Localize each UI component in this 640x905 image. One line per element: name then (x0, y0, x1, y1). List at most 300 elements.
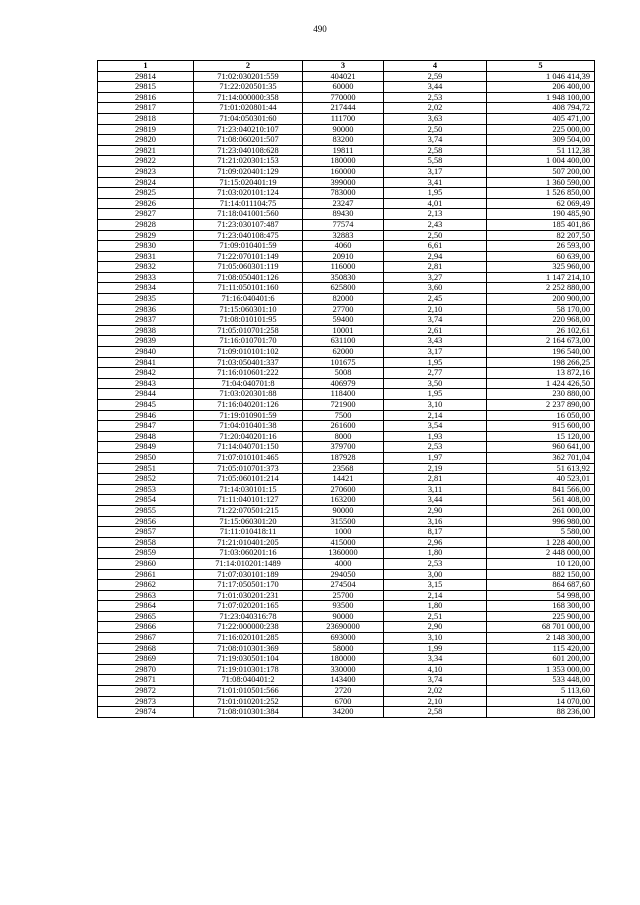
row-number-cell: 29868 (98, 643, 194, 654)
area-cell: 27700 (303, 304, 384, 315)
cadastral-number-cell: 71:11:040101:127 (194, 495, 303, 506)
area-cell: 23247 (303, 198, 384, 209)
table-row (98, 113, 595, 124)
cadastral-number-cell: 71:22:000000:238 (194, 622, 303, 633)
row-number-cell: 29822 (98, 156, 194, 167)
area-cell: 59400 (303, 315, 384, 326)
row-number-cell: 29847 (98, 421, 194, 432)
row-number-cell: 29830 (98, 241, 194, 252)
rate-cell: 3,54 (384, 421, 487, 432)
value-cell: 1 228 400,00 (487, 537, 595, 548)
table-row (98, 633, 595, 644)
cadastral-number-cell: 71:08:060201:507 (194, 135, 303, 146)
area-cell: 8000 (303, 431, 384, 442)
area-cell: 294050 (303, 569, 384, 580)
value-cell: 533 448,00 (487, 675, 595, 686)
cadastral-number-cell: 71:14:040701:150 (194, 442, 303, 453)
rate-cell: 2,61 (384, 325, 487, 336)
row-number-cell: 29857 (98, 527, 194, 538)
value-cell: 1 353 000,00 (487, 664, 595, 675)
table-row (98, 283, 595, 294)
table-row (98, 400, 595, 411)
area-cell: 415000 (303, 537, 384, 548)
value-cell: 60 639,00 (487, 251, 595, 262)
table-row (98, 82, 595, 93)
value-cell: 198 266,25 (487, 357, 595, 368)
area-cell: 19811 (303, 145, 384, 156)
value-cell: 185 401,86 (487, 219, 595, 230)
rate-cell: 3,74 (384, 135, 487, 146)
table-row (98, 230, 595, 241)
cadastral-number-cell: 71:01:010201:252 (194, 696, 303, 707)
value-cell: 362 701,04 (487, 452, 595, 463)
cadastral-number-cell: 71:22:070101:149 (194, 251, 303, 262)
area-cell: 32883 (303, 230, 384, 241)
area-cell: 34200 (303, 707, 384, 718)
area-cell: 4060 (303, 241, 384, 252)
area-cell: 261600 (303, 421, 384, 432)
table-row (98, 516, 595, 527)
cadastral-number-cell: 71:01:020801:44 (194, 103, 303, 114)
row-number-cell: 29844 (98, 389, 194, 400)
row-number-cell: 29859 (98, 548, 194, 559)
row-number-cell: 29814 (98, 71, 194, 82)
rate-cell: 2,81 (384, 262, 487, 273)
value-cell: 1 948 100,00 (487, 92, 595, 103)
cadastral-number-cell: 71:14:000000:358 (194, 92, 303, 103)
row-number-cell: 29843 (98, 378, 194, 389)
row-number-cell: 29864 (98, 601, 194, 612)
rate-cell: 3,10 (384, 633, 487, 644)
column-header-4: 4 (384, 61, 487, 72)
rate-cell: 2,50 (384, 124, 487, 135)
rate-cell: 3,44 (384, 495, 487, 506)
area-cell: 60000 (303, 82, 384, 93)
table-row (98, 622, 595, 633)
cadastral-number-cell: 71:04:010401:38 (194, 421, 303, 432)
area-cell: 58000 (303, 643, 384, 654)
area-cell: 160000 (303, 166, 384, 177)
header-row (98, 61, 595, 72)
area-cell: 23690000 (303, 622, 384, 633)
value-cell: 115 420,00 (487, 643, 595, 654)
cadastral-number-cell: 71:04:040701:8 (194, 378, 303, 389)
row-number-cell: 29874 (98, 707, 194, 718)
area-cell: 631100 (303, 336, 384, 347)
area-cell: 399000 (303, 177, 384, 188)
cadastral-number-cell: 71:08:010101:95 (194, 315, 303, 326)
row-number-cell: 29841 (98, 357, 194, 368)
area-cell: 89430 (303, 209, 384, 220)
table-row (98, 325, 595, 336)
area-cell: 111700 (303, 113, 384, 124)
area-cell: 2720 (303, 686, 384, 697)
table-row (98, 421, 595, 432)
table-row (98, 71, 595, 82)
row-number-cell: 29858 (98, 537, 194, 548)
table-row (98, 484, 595, 495)
rate-cell: 1,95 (384, 389, 487, 400)
area-cell: 625800 (303, 283, 384, 294)
table-row (98, 209, 595, 220)
column-header-3: 3 (303, 61, 384, 72)
area-cell: 315500 (303, 516, 384, 527)
rate-cell: 1,80 (384, 548, 487, 559)
table-row (98, 452, 595, 463)
rate-cell: 3,10 (384, 400, 487, 411)
row-number-cell: 29837 (98, 315, 194, 326)
row-number-cell: 29848 (98, 431, 194, 442)
cadastral-number-cell: 71:16:040401:6 (194, 294, 303, 305)
table-row (98, 664, 595, 675)
value-cell: 408 794,72 (487, 103, 595, 114)
table-row (98, 643, 595, 654)
value-cell: 5 113,60 (487, 686, 595, 697)
value-cell: 882 150,00 (487, 569, 595, 580)
area-cell: 10001 (303, 325, 384, 336)
cadastral-number-cell: 71:21:020301:153 (194, 156, 303, 167)
rate-cell: 3,44 (384, 82, 487, 93)
area-cell: 90000 (303, 505, 384, 516)
value-cell: 14 070,00 (487, 696, 595, 707)
area-cell: 143400 (303, 675, 384, 686)
cadastral-number-cell: 71:03:020301:88 (194, 389, 303, 400)
cadastral-number-cell: 71:04:050301:60 (194, 113, 303, 124)
rate-cell: 2,10 (384, 304, 487, 315)
row-number-cell: 29838 (98, 325, 194, 336)
row-number-cell: 29870 (98, 664, 194, 675)
land-value-table (97, 60, 595, 718)
cadastral-number-cell: 71:11:010418:11 (194, 527, 303, 538)
area-cell: 330000 (303, 664, 384, 675)
rate-cell: 2,90 (384, 622, 487, 633)
rate-cell: 4,10 (384, 664, 487, 675)
rate-cell: 2,50 (384, 230, 487, 241)
table-row (98, 357, 595, 368)
rate-cell: 3,27 (384, 272, 487, 283)
rate-cell: 2,90 (384, 505, 487, 516)
value-cell: 2 252 880,00 (487, 283, 595, 294)
value-cell: 225 000,00 (487, 124, 595, 135)
table-row (98, 431, 595, 442)
value-cell: 220 968,00 (487, 315, 595, 326)
area-cell: 770000 (303, 92, 384, 103)
rate-cell: 2,58 (384, 707, 487, 718)
area-cell: 90000 (303, 124, 384, 135)
area-cell: 270600 (303, 484, 384, 495)
table-row (98, 696, 595, 707)
value-cell: 51 112,38 (487, 145, 595, 156)
row-number-cell: 29833 (98, 272, 194, 283)
cadastral-number-cell: 71:20:040201:16 (194, 431, 303, 442)
cadastral-number-cell: 71:05:060301:119 (194, 262, 303, 273)
cadastral-number-cell: 71:23:040108:475 (194, 230, 303, 241)
table-row (98, 262, 595, 273)
rate-cell: 1,99 (384, 643, 487, 654)
row-number-cell: 29829 (98, 230, 194, 241)
rate-cell: 3,16 (384, 516, 487, 527)
cadastral-number-cell: 71:22:070501:215 (194, 505, 303, 516)
row-number-cell: 29849 (98, 442, 194, 453)
table-row (98, 580, 595, 591)
value-cell: 309 504,00 (487, 135, 595, 146)
cadastral-number-cell: 71:08:010301:384 (194, 707, 303, 718)
table-row (98, 315, 595, 326)
table-row (98, 495, 595, 506)
table-row (98, 611, 595, 622)
area-cell: 93500 (303, 601, 384, 612)
area-cell: 693000 (303, 633, 384, 644)
column-header-1: 1 (98, 61, 194, 72)
table-row (98, 156, 595, 167)
table-row (98, 378, 595, 389)
table-row (98, 145, 595, 156)
area-cell: 217444 (303, 103, 384, 114)
area-cell: 7500 (303, 410, 384, 421)
row-number-cell: 29845 (98, 400, 194, 411)
row-number-cell: 29824 (98, 177, 194, 188)
area-cell: 406979 (303, 378, 384, 389)
row-number-cell: 29856 (98, 516, 194, 527)
rate-cell: 1,97 (384, 452, 487, 463)
rate-cell: 3,50 (384, 378, 487, 389)
area-cell: 82000 (303, 294, 384, 305)
cadastral-number-cell: 71:03:060201:16 (194, 548, 303, 559)
cadastral-number-cell: 71:18:041001:560 (194, 209, 303, 220)
cadastral-number-cell: 71:23:040316:78 (194, 611, 303, 622)
rate-cell: 2,94 (384, 251, 487, 262)
row-number-cell: 29862 (98, 580, 194, 591)
value-cell: 5 580,00 (487, 527, 595, 538)
cadastral-number-cell: 71:19:010301:178 (194, 664, 303, 675)
cadastral-number-cell: 71:01:010501:566 (194, 686, 303, 697)
value-cell: 54 998,00 (487, 590, 595, 601)
cadastral-number-cell: 71:05:010701:373 (194, 463, 303, 474)
rate-cell: 2,53 (384, 558, 487, 569)
value-cell: 2 237 890,00 (487, 400, 595, 411)
row-number-cell: 29826 (98, 198, 194, 209)
area-cell: 404021 (303, 71, 384, 82)
rate-cell: 2,58 (384, 145, 487, 156)
rate-cell: 2,02 (384, 103, 487, 114)
table-row (98, 241, 595, 252)
value-cell: 82 207,50 (487, 230, 595, 241)
rate-cell: 3,74 (384, 675, 487, 686)
cadastral-number-cell: 71:07:030101:189 (194, 569, 303, 580)
value-cell: 864 687,60 (487, 580, 595, 591)
table-row (98, 442, 595, 453)
rate-cell: 3,15 (384, 580, 487, 591)
rate-cell: 2,45 (384, 294, 487, 305)
row-number-cell: 29850 (98, 452, 194, 463)
cadastral-number-cell: 71:09:020401:129 (194, 166, 303, 177)
rate-cell: 3,63 (384, 113, 487, 124)
rate-cell: 2,96 (384, 537, 487, 548)
row-number-cell: 29821 (98, 145, 194, 156)
table-row (98, 707, 595, 718)
table-row (98, 654, 595, 665)
value-cell: 1 424 426,50 (487, 378, 595, 389)
cadastral-number-cell: 71:14:030101:15 (194, 484, 303, 495)
rate-cell: 3,17 (384, 166, 487, 177)
cadastral-number-cell: 71:01:030201:231 (194, 590, 303, 601)
row-number-cell: 29861 (98, 569, 194, 580)
cadastral-number-cell: 71:08:040401:2 (194, 675, 303, 686)
table-row (98, 675, 595, 686)
value-cell: 190 485,90 (487, 209, 595, 220)
cadastral-number-cell: 71:15:020401:19 (194, 177, 303, 188)
cadastral-number-cell: 71:23:040210:107 (194, 124, 303, 135)
value-cell: 1 147 214,10 (487, 272, 595, 283)
area-cell: 274504 (303, 580, 384, 591)
page-number: 490 (313, 24, 327, 34)
rate-cell: 4,01 (384, 198, 487, 209)
rate-cell: 3,74 (384, 315, 487, 326)
table-row (98, 474, 595, 485)
value-cell: 58 170,00 (487, 304, 595, 315)
table-row (98, 410, 595, 421)
value-cell: 601 200,00 (487, 654, 595, 665)
row-number-cell: 29815 (98, 82, 194, 93)
row-number-cell: 29872 (98, 686, 194, 697)
cadastral-number-cell: 71:15:060301:20 (194, 516, 303, 527)
value-cell: 51 613,92 (487, 463, 595, 474)
area-cell: 180000 (303, 654, 384, 665)
area-cell: 116000 (303, 262, 384, 273)
row-number-cell: 29867 (98, 633, 194, 644)
value-cell: 1 004 400,00 (487, 156, 595, 167)
table-row (98, 505, 595, 516)
table-row (98, 135, 595, 146)
rate-cell: 2,53 (384, 442, 487, 453)
value-cell: 1 360 590,00 (487, 177, 595, 188)
table-row (98, 103, 595, 114)
area-cell: 4000 (303, 558, 384, 569)
rate-cell: 6,61 (384, 241, 487, 252)
cadastral-number-cell: 71:14:011104:75 (194, 198, 303, 209)
cadastral-number-cell: 71:16:020101:285 (194, 633, 303, 644)
row-number-cell: 29819 (98, 124, 194, 135)
value-cell: 206 400,00 (487, 82, 595, 93)
area-cell: 118400 (303, 389, 384, 400)
area-cell: 1000 (303, 527, 384, 538)
rate-cell: 3,41 (384, 177, 487, 188)
value-cell: 2 148 300,00 (487, 633, 595, 644)
rate-cell: 2,51 (384, 611, 487, 622)
value-cell: 230 880,00 (487, 389, 595, 400)
cadastral-number-cell: 71:16:040201:126 (194, 400, 303, 411)
row-number-cell: 29832 (98, 262, 194, 273)
row-number-cell: 29827 (98, 209, 194, 220)
rate-cell: 2,53 (384, 92, 487, 103)
area-cell: 90000 (303, 611, 384, 622)
table-row (98, 124, 595, 135)
value-cell: 960 641,00 (487, 442, 595, 453)
cadastral-number-cell: 71:16:010701:70 (194, 336, 303, 347)
table-row (98, 601, 595, 612)
table-row (98, 219, 595, 230)
table-row (98, 198, 595, 209)
cadastral-number-cell: 71:23:040108:628 (194, 145, 303, 156)
value-cell: 405 471,00 (487, 113, 595, 124)
row-number-cell: 29836 (98, 304, 194, 315)
area-cell: 1360000 (303, 548, 384, 559)
rate-cell: 1,80 (384, 601, 487, 612)
area-cell: 25700 (303, 590, 384, 601)
table-row (98, 590, 595, 601)
value-cell: 507 200,00 (487, 166, 595, 177)
cadastral-number-cell: 71:02:030201:559 (194, 71, 303, 82)
value-cell: 40 523,01 (487, 474, 595, 485)
rate-cell: 2,14 (384, 410, 487, 421)
area-cell: 77574 (303, 219, 384, 230)
table-row (98, 389, 595, 400)
cadastral-number-cell: 71:03:020101:124 (194, 188, 303, 199)
table-row (98, 548, 595, 559)
value-cell: 10 120,00 (487, 558, 595, 569)
rate-cell: 5,58 (384, 156, 487, 167)
cadastral-number-cell: 71:08:010301:369 (194, 643, 303, 654)
row-number-cell: 29831 (98, 251, 194, 262)
table-body (98, 71, 595, 717)
area-cell: 23568 (303, 463, 384, 474)
area-cell: 350830 (303, 272, 384, 283)
row-number-cell: 29840 (98, 347, 194, 358)
value-cell: 2 448 000,00 (487, 548, 595, 559)
table-row (98, 527, 595, 538)
rate-cell: 2,81 (384, 474, 487, 485)
row-number-cell: 29854 (98, 495, 194, 506)
area-cell: 101675 (303, 357, 384, 368)
cadastral-number-cell: 71:08:050401:126 (194, 272, 303, 283)
cadastral-number-cell: 71:05:010701:258 (194, 325, 303, 336)
row-number-cell: 29820 (98, 135, 194, 146)
row-number-cell: 29823 (98, 166, 194, 177)
table-row (98, 92, 595, 103)
column-header-5: 5 (487, 61, 595, 72)
area-cell: 6700 (303, 696, 384, 707)
value-cell: 561 408,00 (487, 495, 595, 506)
cadastral-number-cell: 71:19:030501:104 (194, 654, 303, 665)
row-number-cell: 29852 (98, 474, 194, 485)
cadastral-number-cell: 71:14:010201:1489 (194, 558, 303, 569)
table-row (98, 558, 595, 569)
value-cell: 200 900,00 (487, 294, 595, 305)
rate-cell: 2,14 (384, 590, 487, 601)
area-cell: 379700 (303, 442, 384, 453)
table-row (98, 294, 595, 305)
table-row (98, 177, 595, 188)
rate-cell: 2,19 (384, 463, 487, 474)
rate-cell: 3,43 (384, 336, 487, 347)
area-cell: 180000 (303, 156, 384, 167)
rate-cell: 1,95 (384, 188, 487, 199)
row-number-cell: 29860 (98, 558, 194, 569)
value-cell: 1 046 414,39 (487, 71, 595, 82)
row-number-cell: 29871 (98, 675, 194, 686)
value-cell: 196 540,00 (487, 347, 595, 358)
rate-cell: 3,60 (384, 283, 487, 294)
column-header-2: 2 (194, 61, 303, 72)
table-row (98, 463, 595, 474)
value-cell: 1 526 850,00 (487, 188, 595, 199)
row-number-cell: 29863 (98, 590, 194, 601)
cadastral-number-cell: 71:05:060101:214 (194, 474, 303, 485)
value-cell: 13 872,16 (487, 368, 595, 379)
row-number-cell: 29816 (98, 92, 194, 103)
value-cell: 225 900,00 (487, 611, 595, 622)
area-cell: 83200 (303, 135, 384, 146)
